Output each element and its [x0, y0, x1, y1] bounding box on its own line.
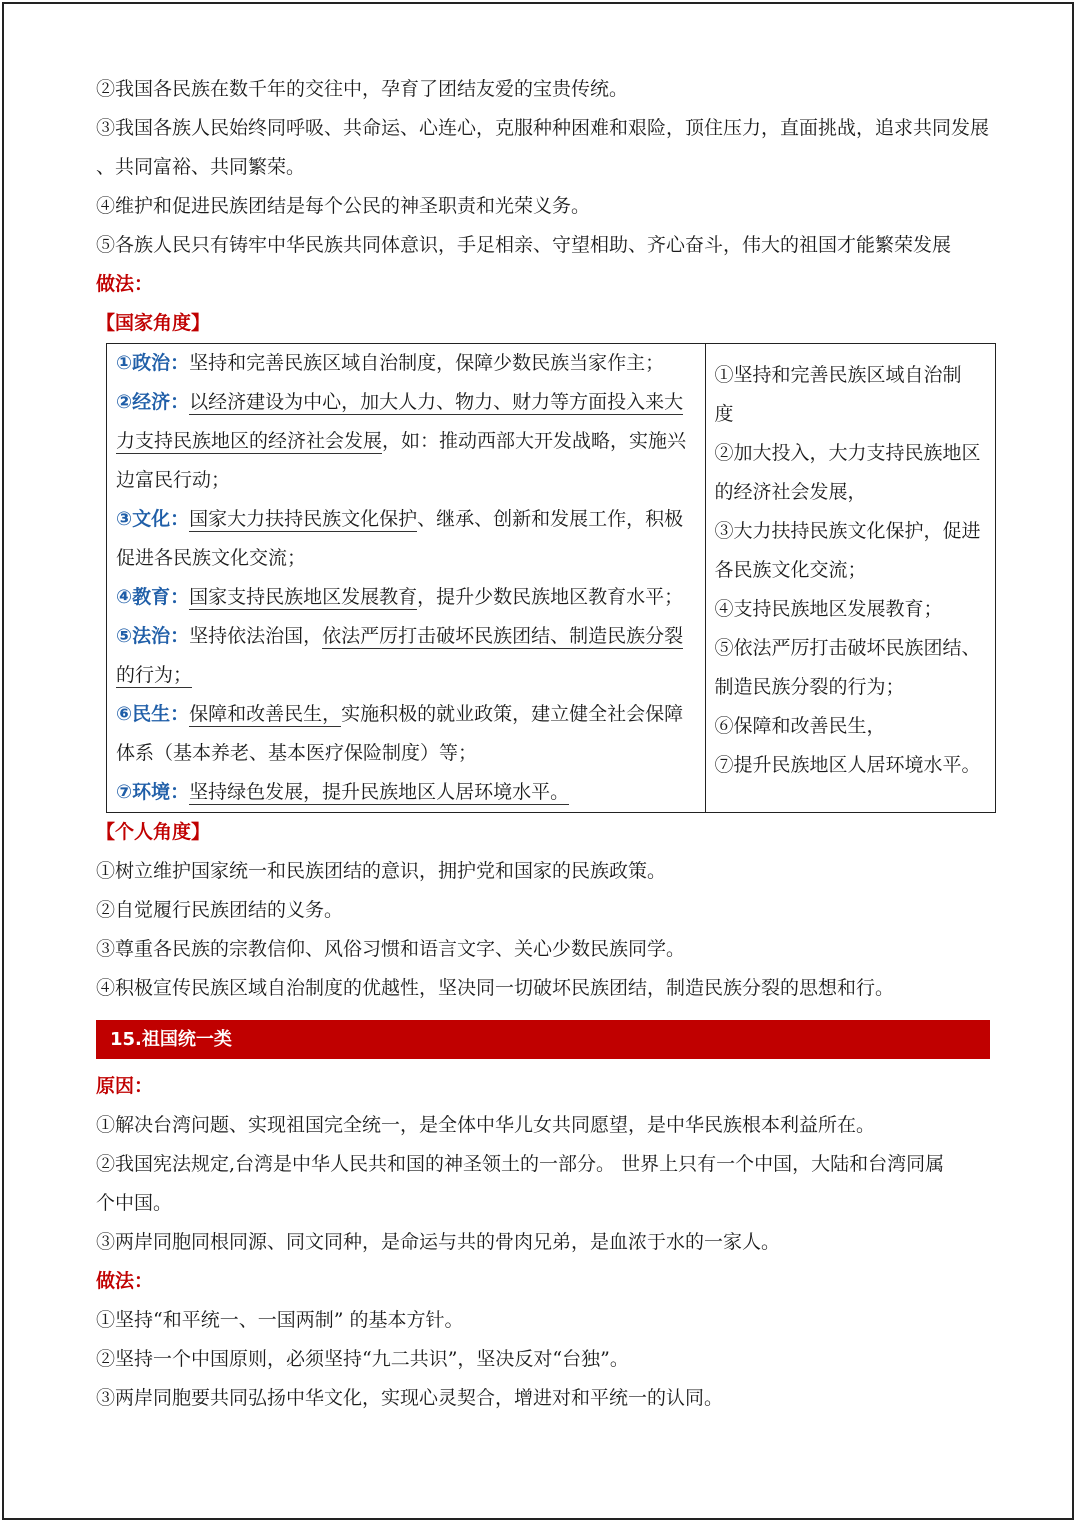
- economy-underlined: 力支持民族地区的经济社会发展: [116, 430, 383, 452]
- livelihood-underlined: 保障和改善民生，: [189, 703, 342, 725]
- text-line: 、共同富裕、共同繁荣。: [96, 156, 306, 178]
- law-text: 坚持依法治国，: [189, 625, 323, 647]
- text-line: 个中国。: [96, 1192, 173, 1214]
- livelihood-keyword: ⑥民生：: [116, 703, 190, 725]
- summary-line: ③大力扶持民族文化保护，促进: [714, 520, 981, 542]
- text-line: ②我国各民族在数千年的交往中，孕育了团结友爱的宝贵传统。: [96, 78, 629, 100]
- text-line: ①树立维护国家统一和民族团结的意识，拥护党和国家的民族政策。: [96, 860, 667, 882]
- text-line: ④维护和促进民族团结是每个公民的神圣职责和光荣义务。: [96, 195, 591, 217]
- livelihood-text: 实施积极的就业政策，建立健全社会保障: [341, 703, 684, 725]
- law-underlined-2: 的行为；: [116, 664, 193, 686]
- summary-column: [706, 344, 996, 813]
- politics-keyword: ①政治：: [116, 352, 190, 374]
- economy-line: [116, 383, 697, 422]
- reasons-heading: 原因：: [96, 1075, 154, 1097]
- summary-line: ②加大投入，大力支持民族地区: [714, 442, 981, 464]
- personal-angle-heading: 【个人角度】: [96, 821, 211, 843]
- environment-underlined: 坚持绿色发展，提升民族地区人居环境水平。: [189, 781, 570, 803]
- education-line: [116, 578, 697, 617]
- text-line: ②坚持一个中国原则，必须坚持“九二共识”，坚决反对“台独”。: [96, 1348, 629, 1370]
- culture-keyword: ③文化：: [116, 508, 190, 530]
- culture-text: 、继承、创新和发展工作，积极: [417, 508, 684, 530]
- text-line: ③两岸同胞要共同弘扬中华文化，实现心灵契合，增进对和平统一的认同。: [96, 1387, 724, 1409]
- summary-line: ⑤依法严厉打击破坏民族团结、: [714, 637, 981, 659]
- text-line: ②自觉履行民族团结的义务。: [96, 899, 344, 921]
- livelihood-line: [116, 695, 697, 734]
- text-line: ⑤各族人民只有铸牢中华民族共同体意识，手足相亲、守望相助、齐心奋斗，伟大的祖国才能繁荣发展: [96, 234, 952, 256]
- country-angle-table: [106, 343, 996, 813]
- livelihood-line-2: 体系（基本养老、基本医疗保险制度）等；: [116, 742, 478, 764]
- economy-line-2: [116, 422, 697, 461]
- law-underlined: 依法严厉打击破坏民族团结、制造民族分裂: [322, 625, 684, 647]
- environment-keyword: ⑦环境：: [116, 781, 190, 803]
- environment-line: [116, 773, 697, 812]
- education-underlined: 国家支持民族地区发展教育: [189, 586, 418, 608]
- detail-column: [107, 344, 706, 813]
- text-line: ④积极宣传民族区域自治制度的优越性，坚决同一切破坏民族团结，制造民族分裂的思想和行。: [96, 977, 895, 999]
- politics-text: 坚持和完善民族区域自治制度，保障少数民族当家作主；: [189, 352, 665, 374]
- summary-line: ⑦提升民族地区人居环境水平。: [714, 754, 981, 776]
- summary-line: 的经济社会发展，: [714, 481, 867, 503]
- country-angle-heading: 【国家角度】: [96, 312, 211, 334]
- economy-text: 以经济建设为中心，加大人力、物力、财力等方面投入来大: [189, 391, 684, 413]
- summary-line: ④支持民族地区发展教育；: [714, 598, 943, 620]
- text-line: ③我国各族人民始终同呼吸、共命运、心连心，克服种种困难和艰险，顶住压力，直面挑战，追求共同发展: [96, 117, 990, 139]
- summary-line: 制造民族分裂的行为；: [714, 676, 905, 698]
- economy-text-2: ，如：推动西部大开发战略，实施兴: [382, 430, 687, 452]
- education-text: ，提升少数民族地区教育水平；: [417, 586, 684, 608]
- summary-line: 度: [714, 403, 734, 425]
- text-line: ②我国宪法规定,台湾是中华人民共和国的神圣领土的一部分。 世界上只有一个中国，大陆和台湾同属: [96, 1153, 945, 1175]
- summary-line: ⑥保障和改善民生，: [714, 715, 886, 737]
- culture-line-2: 促进各民族文化交流；: [116, 547, 307, 569]
- text-line: ①坚持“和平统一、一国两制” 的基本方针。: [96, 1309, 464, 1331]
- summary-line: ①坚持和完善民族区域自治制: [714, 364, 962, 386]
- summary-line: 各民族文化交流；: [714, 559, 867, 581]
- methods-heading: 做法：: [96, 273, 154, 295]
- culture-underlined: 国家大力扶持民族文化保护: [189, 508, 418, 530]
- economy-line-3: 边富民行动；: [116, 469, 231, 491]
- text-line: ③两岸同胞同根同源、同文同种，是命运与共的骨肉兄弟，是血浓于水的一家人。: [96, 1231, 781, 1253]
- document-body: [96, 70, 996, 1418]
- politics-line: [116, 344, 697, 383]
- law-keyword: ⑤法治：: [116, 625, 190, 647]
- economy-keyword: ②经济：: [116, 391, 190, 413]
- law-line-2: [116, 656, 697, 695]
- section-title-bar: 15.祖国统一类: [96, 1020, 990, 1059]
- culture-line: [116, 500, 697, 539]
- methods-heading: 做法：: [96, 1270, 154, 1292]
- text-line: ③尊重各民族的宗教信仰、风俗习惯和语言文字、关心少数民族同学。: [96, 938, 686, 960]
- law-line: [116, 617, 697, 656]
- text-line: ①解决台湾问题、实现祖国完全统一，是全体中华儿女共同愿望，是中华民族根本利益所在。: [96, 1114, 876, 1136]
- education-keyword: ④教育：: [116, 586, 190, 608]
